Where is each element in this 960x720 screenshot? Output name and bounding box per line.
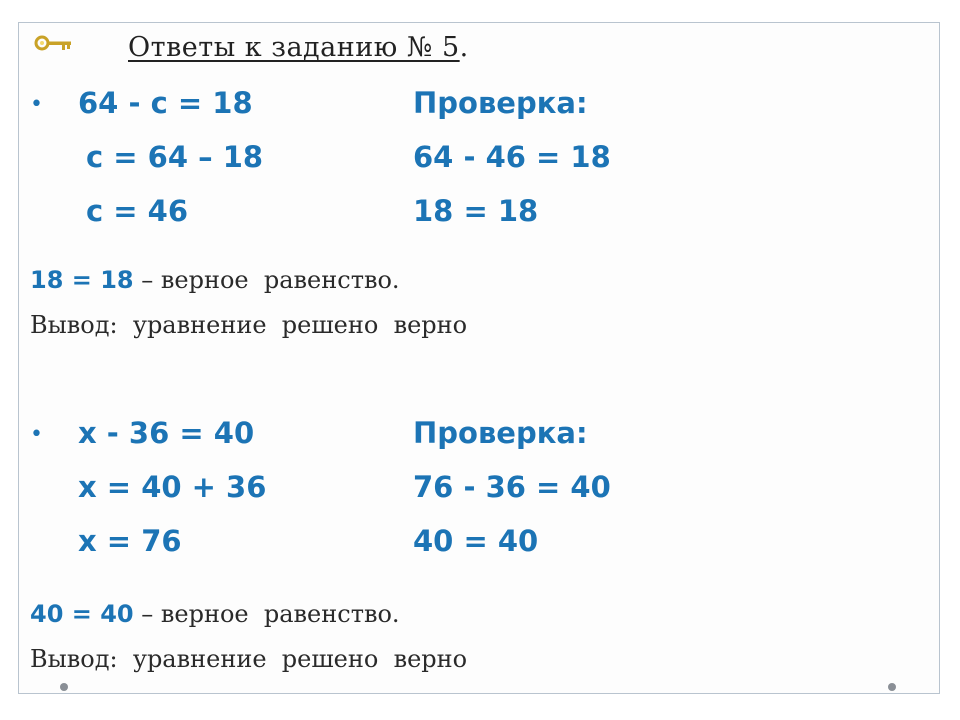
- conclusion-2: Вывод: уравнение решено верно: [30, 645, 468, 673]
- solution-1-line-2: c = 64 – 18: [86, 140, 264, 174]
- check-2-line-1: 76 - 36 = 40: [413, 470, 611, 504]
- check-1-line-1: 64 - 46 = 18: [413, 140, 611, 174]
- slide-dot-left: [60, 683, 68, 691]
- bullet-1: •: [30, 92, 43, 117]
- solution-2-line-2: x = 40 + 36: [78, 470, 267, 504]
- equality-2: 40 = 40: [30, 600, 134, 628]
- check-1-line-2: 18 = 18: [413, 194, 539, 228]
- equality-2-text: – верное равенство.: [133, 600, 400, 628]
- page-title: [128, 32, 469, 63]
- equality-note-2: [30, 600, 400, 628]
- bullet-2: •: [30, 422, 43, 447]
- check-2-label: Проверка:: [413, 416, 588, 450]
- solution-2-line-1: x - 36 = 40: [78, 416, 255, 450]
- conclusion-1: Вывод: уравнение решено верно: [30, 311, 468, 339]
- solution-1-line-3: c = 46: [86, 194, 189, 228]
- title-text: Ответы к заданию № 5: [128, 32, 460, 63]
- equality-note-1: [30, 266, 400, 294]
- check-2-line-2: 40 = 40: [413, 524, 539, 558]
- equality-1-text: – верное равенство.: [133, 266, 400, 294]
- key-icon: [34, 34, 74, 54]
- equality-1: 18 = 18: [30, 266, 134, 294]
- title-suffix: .: [459, 32, 469, 63]
- slide-dot-right: [888, 683, 896, 691]
- solution-1-line-1: 64 - c = 18: [78, 86, 253, 120]
- slide-frame: [18, 22, 940, 694]
- solution-2-line-3: x = 76: [78, 524, 182, 558]
- check-1-label: Проверка:: [413, 86, 588, 120]
